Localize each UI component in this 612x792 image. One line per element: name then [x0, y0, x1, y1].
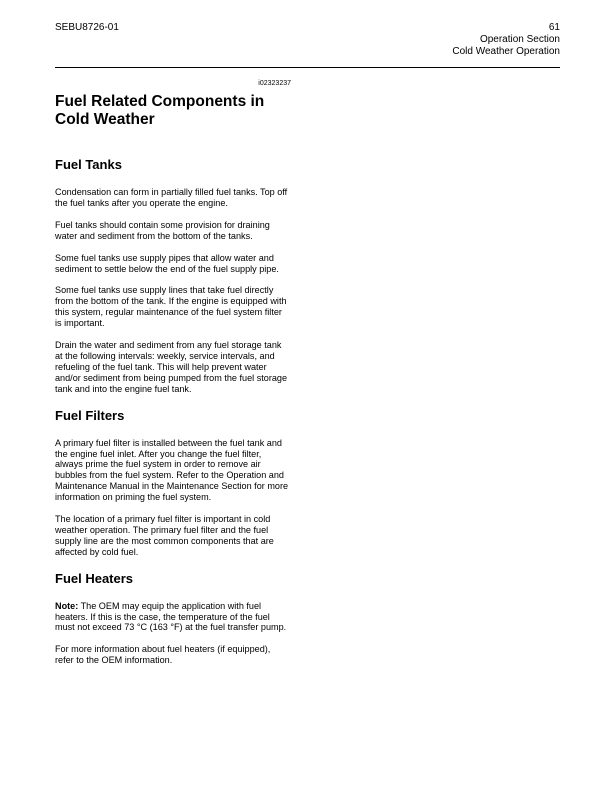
title-line-1: Fuel Related Components in [55, 93, 265, 110]
section-heading: Fuel Filters [55, 407, 125, 423]
section-heading: Fuel Tanks [55, 157, 122, 172]
paragraph: Condensation can form in partially filled fuel tanks. Top off the fuel tanks after you operate the engine. [55, 187, 288, 208]
note-label: Note: [55, 600, 79, 611]
section-fuel-heaters [55, 571, 291, 667]
header-divider [55, 67, 560, 68]
section-fuel-filters [55, 408, 291, 558]
page-number: 61 [548, 22, 560, 33]
paragraph: The location of a primary fuel filter is important in cold weather operation. The primary fuel filter and the fuel supply line are the most common components that are affected by cold fuel. [55, 514, 274, 557]
note-text: The OEM may equip the application with fuel heaters. If this is the case, the temperature of the fuel must not exceed 73 °C (163 °F) at the fuel transfer pump. [55, 600, 287, 633]
paragraph: A primary fuel filter is installed between the fuel tank and the engine fuel inlet. After you change the fuel filter, always prime the fuel system in order to remove air bubbles from the fuel system. Refer to the Operation and Maintenance Manual in the Maintenance Section for more information on priming the fuel system. [55, 437, 289, 503]
paragraph: Some fuel tanks use supply lines that take fuel directly from the bottom of the tank. If the engine is equipped with this system, regular maintenance of the fuel system filter is important. [55, 285, 287, 329]
section-name: Operation Section [479, 34, 560, 45]
header-right-block [452, 22, 560, 58]
paragraph: For more information about fuel heaters (if equipped), refer to the OEM information. [55, 644, 271, 666]
note-paragraph [55, 601, 291, 634]
paragraph: Drain the water and sediment from any fuel storage tank at the following intervals: weekly, service intervals, and refueling of the fuel tank. This will help prevent water and/or sediment from being pumped from the fuel storage tank and into the engine fuel tank. [55, 340, 288, 394]
section-fuel-tanks [55, 157, 291, 395]
subsection-name: Cold Weather Operation [452, 46, 560, 57]
paragraph: Some fuel tanks use supply pipes that allow water and sediment to settle below the end of the fuel supply pipe. [55, 252, 279, 274]
paragraph: Fuel tanks should contain some provision for draining water and sediment from the bottom of the tanks. [55, 219, 270, 241]
doc-id: i02323237 [258, 80, 291, 87]
doc-number: SEBU8726-01 [55, 22, 119, 33]
title-line-2: Cold Weather [55, 111, 155, 128]
section-heading: Fuel Heaters [55, 570, 134, 586]
article-title [55, 93, 291, 129]
article-column [55, 80, 291, 677]
